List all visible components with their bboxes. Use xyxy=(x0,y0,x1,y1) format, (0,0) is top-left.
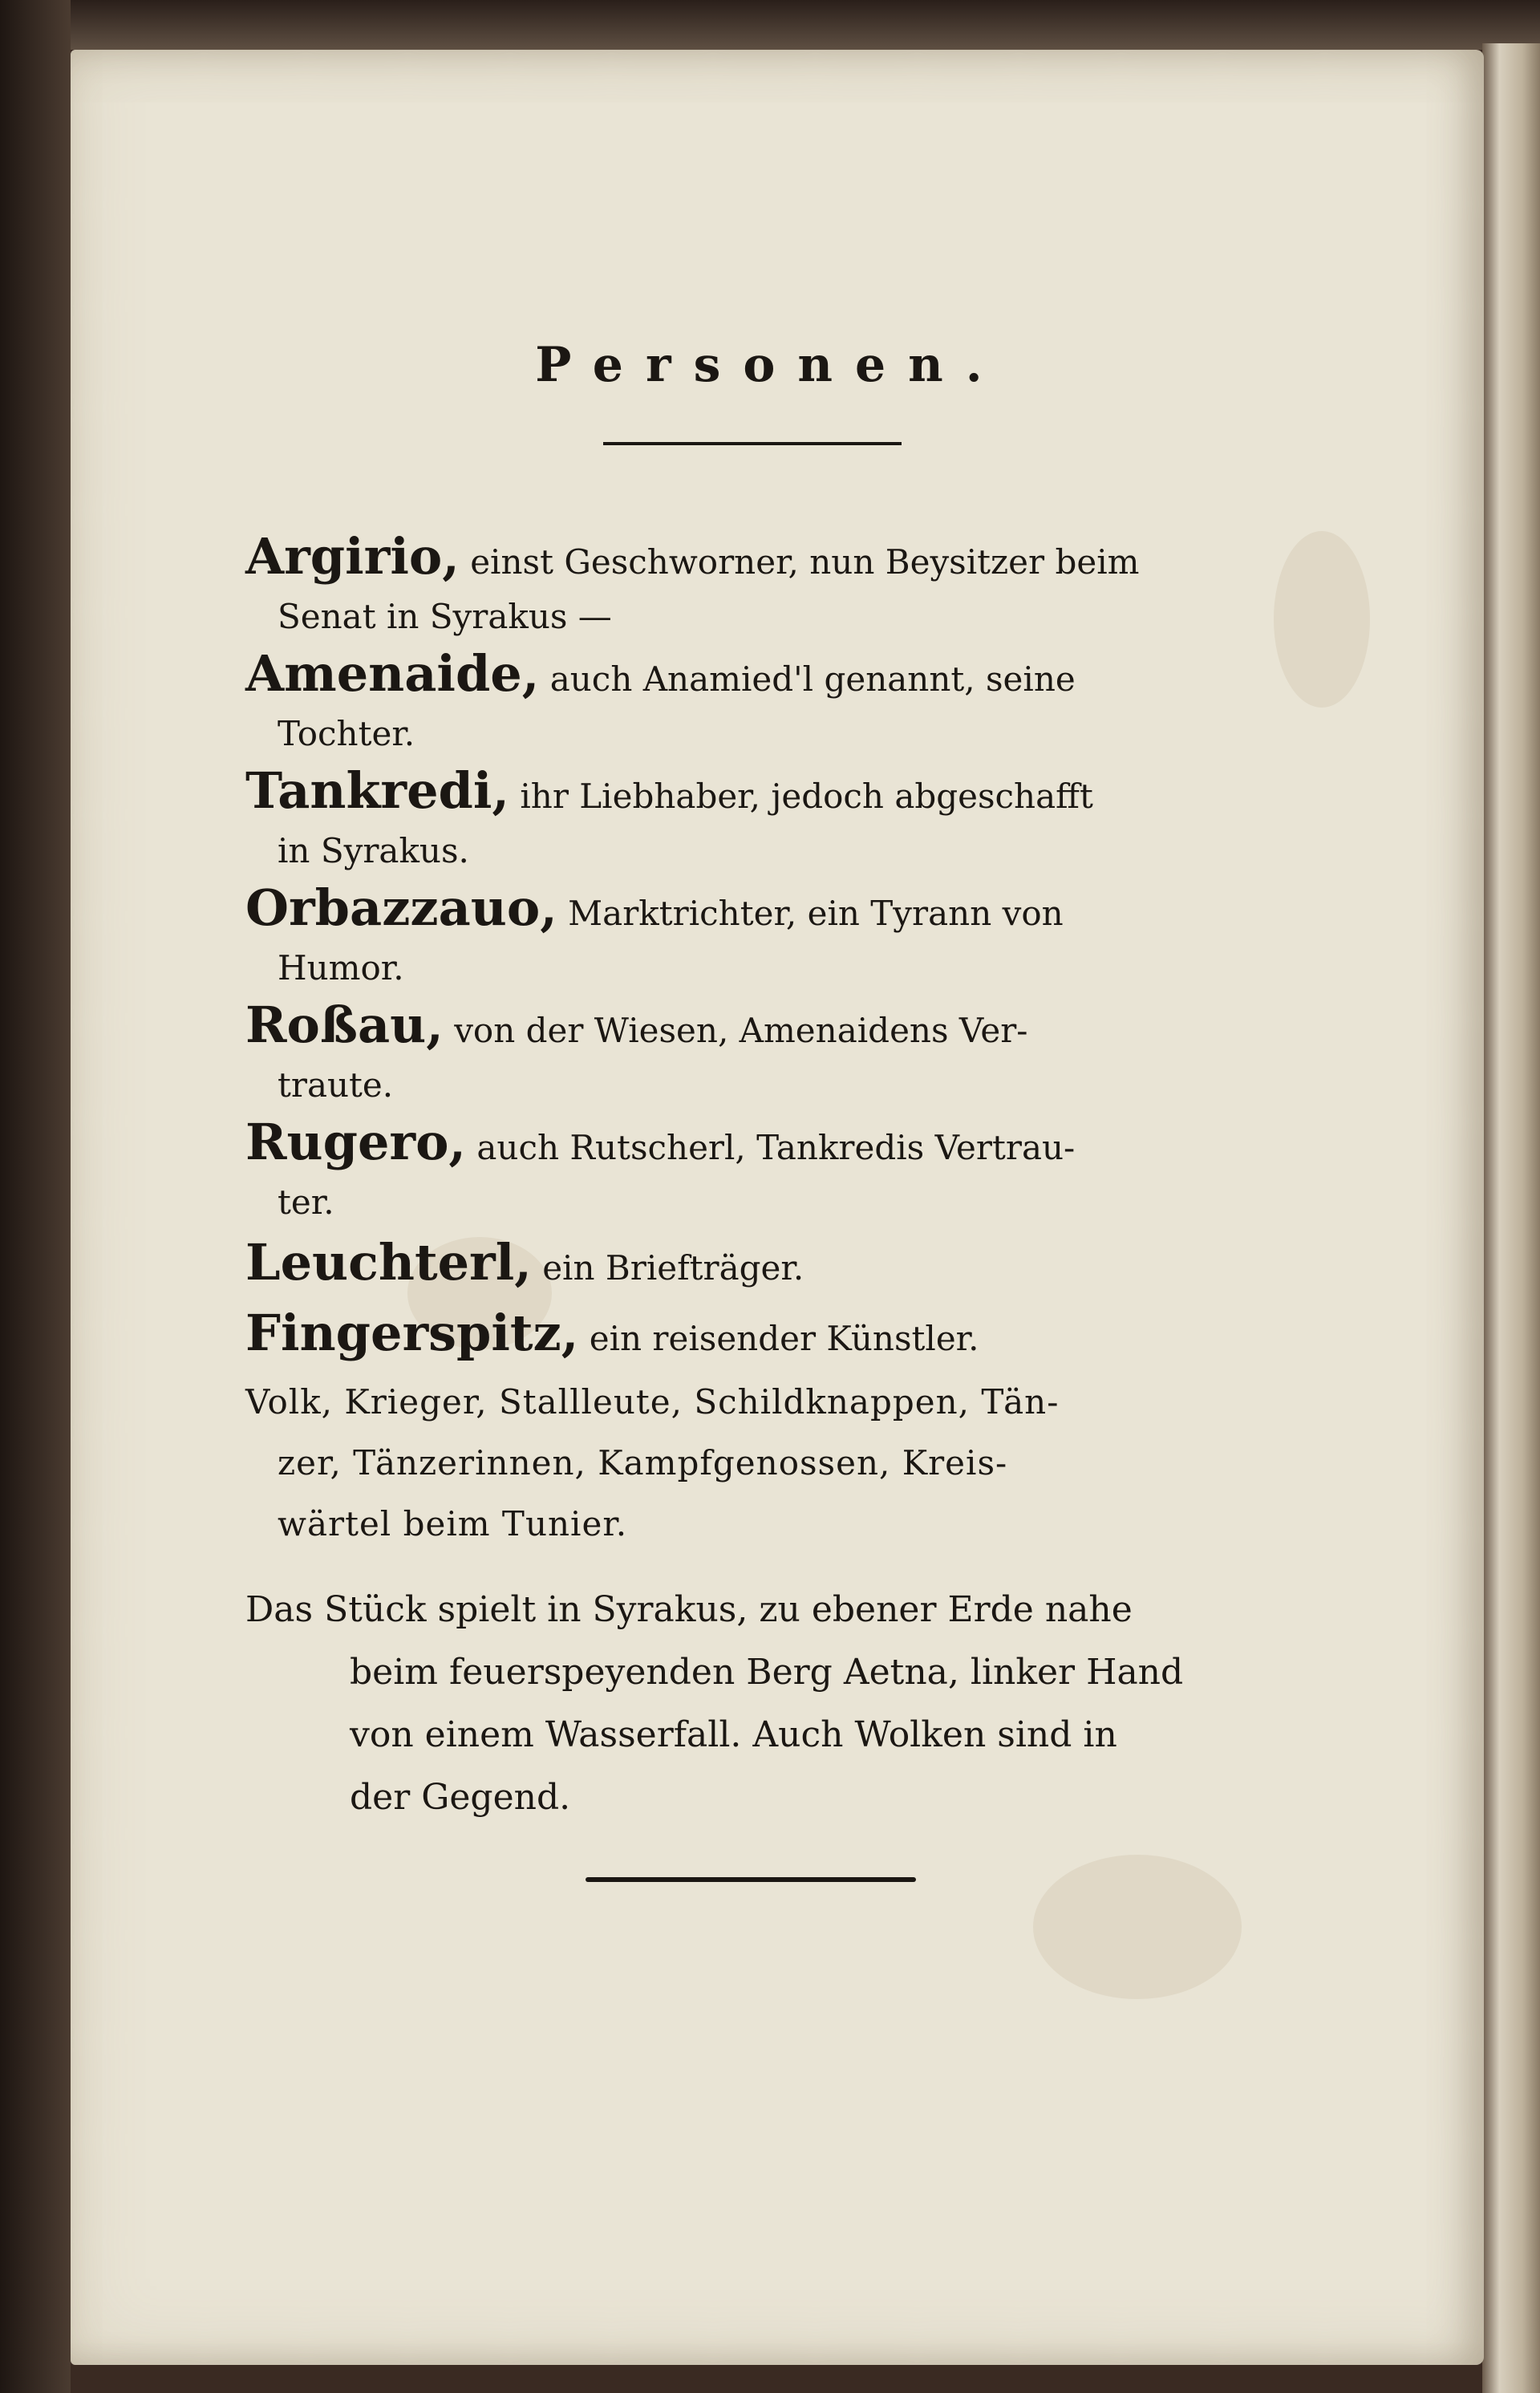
character-entry xyxy=(245,878,1280,996)
character-name: Leuchterl, xyxy=(245,1233,532,1292)
character-entry xyxy=(245,761,1280,878)
character-desc: ein Briefträger. xyxy=(542,1248,804,1288)
character-desc: einst Geschworner, nun Beysitzer beim xyxy=(470,542,1140,582)
ensemble-line: wärtel beim Tunier. xyxy=(278,1504,628,1543)
character-name: Rugero, xyxy=(245,1113,467,1171)
character-entry xyxy=(245,1306,1280,1366)
character-desc: von der Wiesen, Amenaidens Ver- xyxy=(454,1011,1028,1050)
setting-paragraph xyxy=(245,1579,1280,1829)
character-desc-continued: Senat in Syrakus — xyxy=(278,597,612,636)
character-entry xyxy=(245,1235,1280,1296)
character-desc: Marktrichter, ein Tyrann von xyxy=(568,894,1064,933)
ensemble-line: zer, Tänzerinnen, Kampfgenossen, Kreis- xyxy=(278,1443,1008,1482)
character-entry xyxy=(245,529,1280,644)
character-name: Orbazzauo, xyxy=(245,878,557,937)
character-entry xyxy=(245,644,1280,761)
character-name: Tankredi, xyxy=(245,761,510,820)
character-desc: auch Rutscherl, Tankredis Vertrau- xyxy=(476,1128,1076,1167)
character-name: Argirio, xyxy=(245,527,460,586)
character-desc: ihr Liebhaber, jedoch abgeschafft xyxy=(520,777,1093,816)
ensemble-entry xyxy=(245,1372,1280,1555)
closing-rule xyxy=(586,1877,916,1882)
character-entry xyxy=(245,1115,1280,1230)
ensemble-line: Volk, Krieger, Stallleute, Schildknappen, Tän- xyxy=(245,1382,1060,1422)
character-name: Amenaide, xyxy=(245,644,540,703)
character-desc: auch Anamied'l genannt, seine xyxy=(549,659,1076,699)
character-desc-continued: traute. xyxy=(278,1065,394,1105)
setting-line: der Gegend. xyxy=(350,1777,571,1818)
character-entry xyxy=(245,998,1280,1113)
title-rule xyxy=(603,442,902,445)
character-desc-continued: Tochter. xyxy=(278,714,415,753)
character-desc: ein reisender Künstler. xyxy=(589,1319,979,1358)
character-desc-continued: Humor. xyxy=(278,948,404,988)
character-desc-continued: ter. xyxy=(278,1182,334,1222)
setting-line: von einem Wasserfall. Auch Wolken sind in xyxy=(350,1714,1117,1755)
setting-line: Das Stück spielt in Syrakus, zu ebener Erde nahe xyxy=(245,1589,1133,1630)
page-title: Personen. xyxy=(535,337,1005,393)
setting-line: beim feuerspeyenden Berg Aetna, linker Hand xyxy=(350,1652,1184,1693)
character-name: Roßau, xyxy=(245,996,444,1054)
character-name: Fingerspitz, xyxy=(245,1304,579,1362)
character-desc-continued: in Syrakus. xyxy=(278,831,469,870)
